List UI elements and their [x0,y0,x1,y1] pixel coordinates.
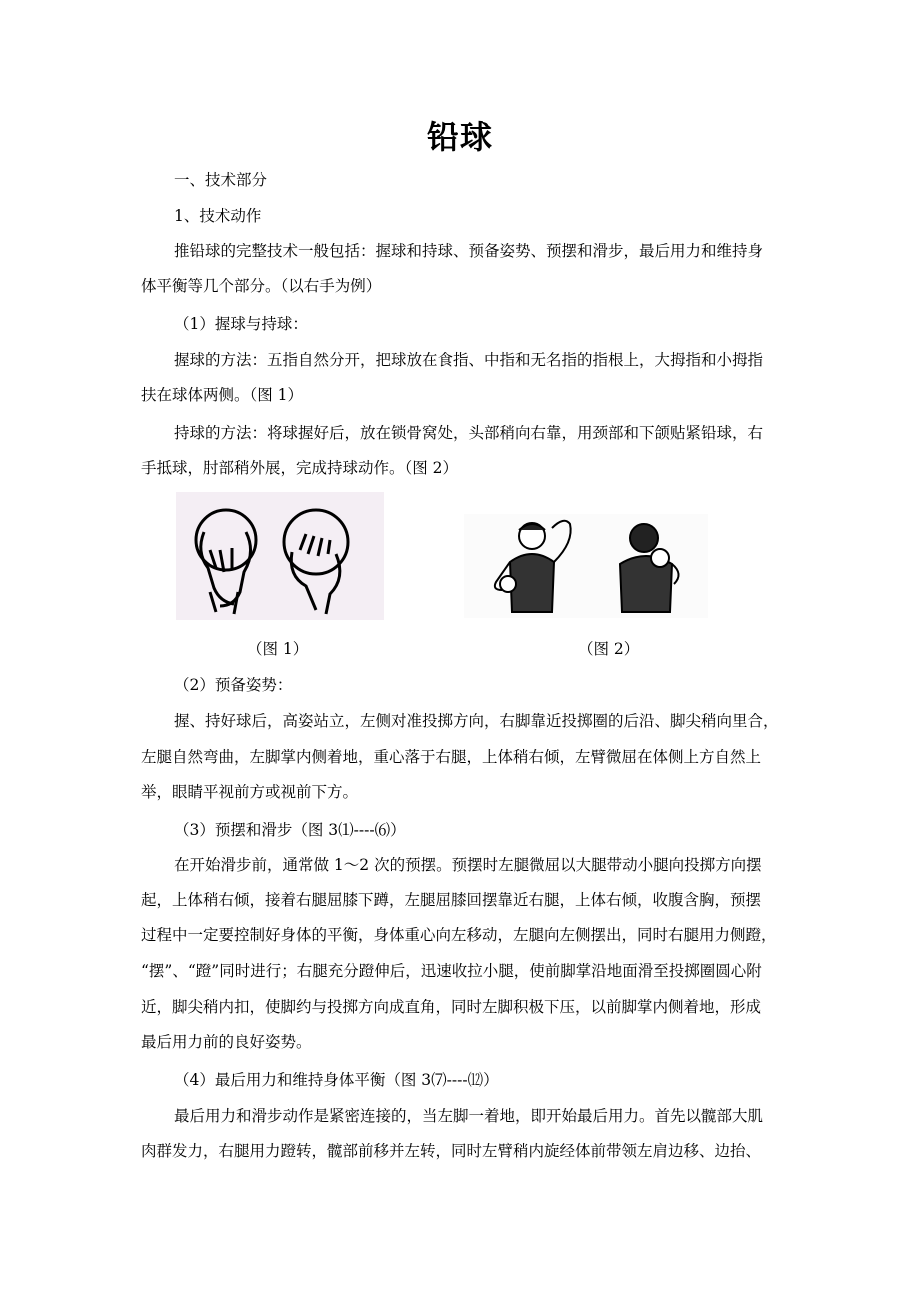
hold-line-2: 手抵球，肘部稍外展，完成持球动作。（图 2） [141,459,459,477]
glide-line-2: 起，上体稍右倾，接着右腿屈膝下蹲，左腿屈膝回摆靠近右腿，上体右倾，收腹含胸，预摆 [141,891,762,909]
glide-line-5: 近，脚尖稍内扣，使脚约与投掷方向成直角，同时左脚积极下压，以前脚掌内侧着地，形成 [141,998,762,1016]
figure-1-grip-illustration [176,492,384,624]
figure-2-hold-illustration [464,514,708,622]
glide-line-6: 最后用力前的良好姿势。 [141,1033,312,1051]
final-line-1: 最后用力和滑步动作是紧密连接的，当左脚一着地，即开始最后用力。首先以髋部大肌 [174,1107,764,1125]
final-line-2: 肉群发力，右腿用力蹬转，髋部前移并左转，同时左臂稍内旋经体前带领左肩边移、边抬、 [141,1142,762,1160]
ready-line-2: 左腿自然弯曲，左脚掌内侧着地，重心落于右腿，上体稍右倾，左臂微屈在体侧上方自然上 [141,748,762,766]
figure-2-caption: （图 2） [578,640,640,658]
page-title: 铅球 [426,118,493,156]
ready-line-3: 举，眼睛平视前方或视前下方。 [141,783,359,801]
heading-ready-posture: （2）预备姿势： [174,676,293,694]
heading-swing-glide: （3）预摆和滑步（图 3⑴----⑹） [174,821,406,839]
glide-line-4: “摆”、“蹬”同时进行；右腿充分蹬伸后，迅速收拉小腿，使前脚掌沿地面滑至投掷圈圆心附 [141,962,762,980]
section-heading: 一、技术部分 [174,171,268,189]
intro-line-2: 体平衡等几个部分。（以右手为例） [141,277,382,295]
subsection-heading: 1、技术动作 [174,207,262,225]
glide-line-3: 过程中一定要控制好身体的平衡，身体重心向左移动，左腿向左侧摆出，同时右腿用力侧蹬， [141,926,777,944]
glide-line-1: 在开始滑步前，通常做 1～2 次的预摆。预摆时左腿微屈以大腿带动小腿向投掷方向摆 [174,856,762,874]
grip-line-1: 握球的方法：五指自然分开，把球放在食指、中指和无名指的指根上，大拇指和小拇指 [174,351,764,369]
heading-final-force: （4）最后用力和维持身体平衡（图 3⑺----⑿） [174,1071,499,1089]
ready-line-1: 握、持好球后，高姿站立，左侧对准投掷方向，右脚靠近投掷圈的后沿、脚尖稍向里合， [174,712,779,730]
intro-line-1: 推铅球的完整技术一般包括：握球和持球、预备姿势、预摆和滑步，最后用力和维持身 [174,242,764,260]
heading-grip-hold: （1）握球与持球： [174,315,308,333]
figure-1-caption: （图 1） [247,640,309,658]
grip-line-2: 扶在球体两侧。（图 1） [141,386,304,404]
hold-line-1: 持球的方法：将球握好后，放在锁骨窝处，头部稍向右靠，用颈部和下颌贴紧铅球，右 [174,424,764,442]
